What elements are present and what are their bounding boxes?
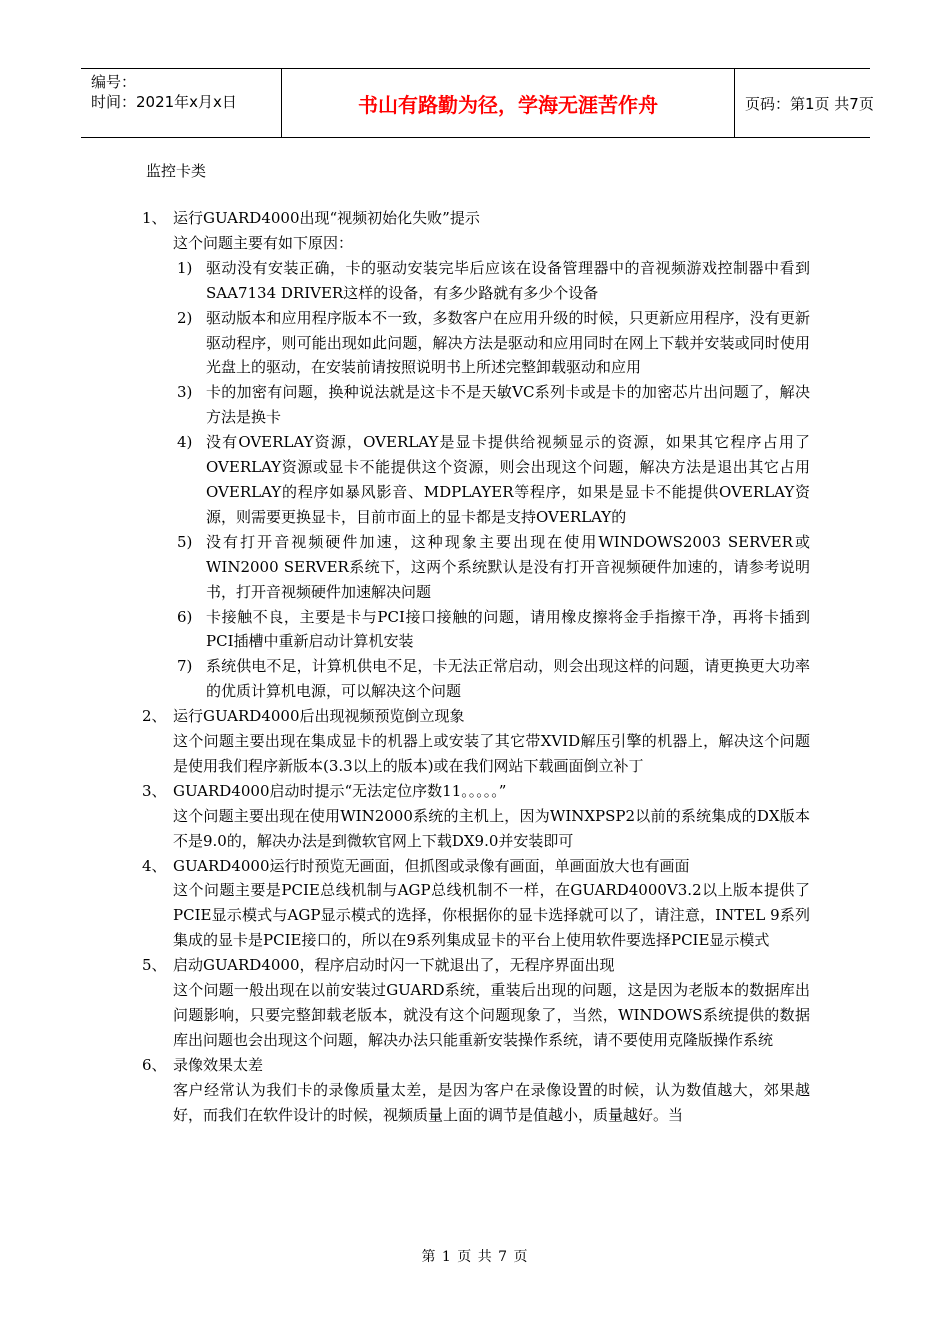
page-info: 页码：第1页 共7页: [745, 94, 874, 113]
section-number: 6、: [142, 1055, 167, 1074]
section-number: 3、: [142, 781, 167, 800]
section-number: 2、: [142, 707, 167, 726]
section-number: 1、: [142, 209, 167, 227]
header-meta: [81, 69, 282, 137]
list-number: 6): [177, 607, 193, 626]
list-number: 5): [177, 532, 193, 551]
section-title: 启动GUARD4000，程序启动时闪一下就退出了，无程序界面出现: [173, 956, 615, 975]
list-item: [142, 654, 810, 704]
page-footer: 第 1 页 共 7 页: [421, 1249, 529, 1265]
section-title: GUARD4000启动时提示“无法定位序数11。。。。。”: [173, 781, 507, 800]
section-6-heading: [142, 1053, 810, 1078]
section-body: 这个问题主要出现在集成显卡的机器上或安装了其它带XVID解压引擎的机器上，解决这个问题是使用我们程序新版本(3.3以上的版本)或在我们网站下载画面倒立补丁: [173, 732, 810, 775]
document-body: [142, 206, 810, 1128]
section-4-heading: [142, 854, 810, 879]
list-text: 驱动版本和应用程序版本不一致，多数客户在应用升级的时候，只更新应用程序，没有更新驱动程序，则可能出现如此问题，解决方法是驱动和应用同时在网上下载并安装或同时使用光盘上的驱动，在安装前请按照说明书上所述完整卸载驱动和应用: [206, 308, 810, 377]
list-number: 2): [177, 308, 193, 327]
list-text: 驱动没有安装正确，卡的驱动安装完毕后应该在设备管理器中的音视频游戏控制器中看到SAA7134 DRIVER这样的设备，有多少路就有多少个设备: [206, 258, 810, 302]
list-item: [142, 605, 810, 655]
section-body: 这个问题主要出现在使用WIN2000系统的主机上，因为WINXPSP2以前的系统集成的DX版本不是9.0的，解决办法是到微软官网上下载DX9.0并安装即可: [173, 806, 810, 850]
section-title: 运行GUARD4000后出现视频预览倒立现象: [173, 707, 465, 726]
section-intro: 这个问题主要有如下原因：: [173, 233, 354, 252]
section-title: 录像效果太差: [173, 1055, 264, 1074]
list-item: [142, 256, 810, 306]
list-item: [142, 430, 810, 530]
list-text: 系统供电不足，计算机供电不足，卡无法正常启动，则会出现这样的问题，请更换更大功率的优质计算机电源，可以解决这个问题: [206, 657, 810, 701]
section-body: 这个问题主要是PCIE总线机制与AGP总线机制不一样，在GUARD4000V3.2以上版本提供了PCIE显示模式与AGP显示模式的选择，你根据你的显卡选择就可以了，请注意，INTEL 9系列集成的显卡是PCIE接口的，所以在9系列集成显卡的平台上使用软件要选择PCIE显示模式: [173, 881, 810, 950]
list-number: 1): [177, 258, 193, 277]
list-item: [142, 380, 810, 430]
header-page-info: [735, 69, 880, 137]
list-text: 卡接触不良，主要是卡与PCI接口接触的问题，请用橡皮擦将金手指擦干净，再将卡插到PCI插槽中重新启动计算机安装: [206, 607, 810, 651]
number-label: 编号：: [91, 73, 137, 91]
section-number: 5、: [142, 956, 167, 975]
motto: 书山有路勤为径，学海无涯苦作舟: [358, 92, 658, 117]
section-1-heading: [142, 206, 810, 231]
document-title: 监控卡类: [146, 162, 207, 180]
list-item: [142, 530, 810, 605]
section-body: 这个问题一般出现在以前安装过GUARD系统，重装后出现的问题，这是因为老版本的数据库出问题影响，只要完整卸载老版本，就没有这个问题现象了，当然，WINDOWS系统提供的数据库出问题也会出现这个问题，解决办法只能重新安装操作系统，请不要使用克隆版操作系统: [173, 981, 810, 1049]
date-line: 时间：2021年x月x日: [91, 93, 237, 111]
list-item: [142, 306, 810, 381]
section-body: 客户经常认为我们卡的录像质量太差，是因为客户在录像设置的时候，认为数值越大，郊果越好，而我们在软件设计的时候，视频质量上面的调节是值越小，质量越好。当: [173, 1080, 810, 1124]
list-text: 没有OVERLAY资源，OVERLAY是显卡提供给视频显示的资源，如果其它程序占用了OVERLAY资源或显卡不能提供这个资源，则会出现这个问题，解决方法是退出其它占用OVERLAY的程序如暴风影音、MDPLAYER等程序，如果是显卡不能提供OVERLAY资源，则需要更换显卡，目前市面上的显卡都是支持OVERLAY的: [206, 433, 810, 526]
header-motto-cell: [282, 69, 735, 137]
page-header: [81, 68, 874, 138]
section-2-heading: [142, 704, 810, 729]
list-number: 4): [177, 433, 193, 452]
section-3-heading: [142, 779, 810, 804]
section-number: 4、: [142, 856, 167, 875]
list-text: 卡的加密有问题，换种说法就是这卡不是天敏VC系列卡或是卡的加密芯片出问题了，解决方法是换卡: [206, 383, 810, 427]
section-title: GUARD4000运行时预览无画面，但抓图或录像有画面，单画面放大也有画面: [173, 856, 690, 875]
section-title: 运行GUARD4000出现“视频初始化失败”提示: [173, 209, 480, 227]
list-number: 7): [177, 657, 193, 676]
section-5-heading: [142, 953, 810, 978]
list-text: 没有打开音视频硬件加速，这种现象主要出现在使用WINDOWS2003 SERVER或WIN2000 SERVER系统下，这两个系统默认是没有打开音视频硬件加速的，请参考说明书，打开音视频硬件加速解决问题: [206, 532, 810, 601]
list-number: 3): [177, 383, 193, 402]
